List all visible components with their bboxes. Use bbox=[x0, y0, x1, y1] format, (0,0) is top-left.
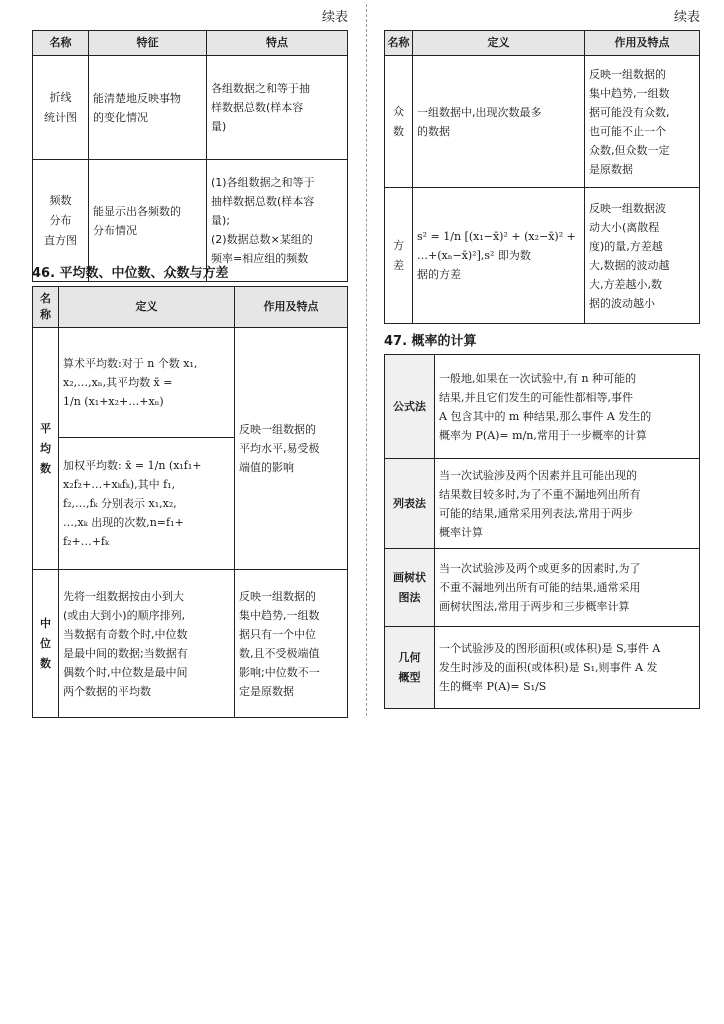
row-name-line-chart: 折线 统计图 bbox=[33, 56, 89, 160]
column-divider bbox=[366, 4, 367, 716]
table-header-row bbox=[385, 31, 700, 56]
row-feature: 能清楚地反映事物 的变化情况 bbox=[89, 56, 207, 160]
header-function: 作用及特点 bbox=[585, 31, 700, 56]
table-row bbox=[33, 570, 348, 718]
median-definition: 先将一组数据按由小到大 (或由大到小)的顺序排列, 当数据有奇数个时,中位数 是最中间的数据;当数据有 偶数个时,中位数是最中间 两个数据的平均数 bbox=[59, 570, 235, 718]
median-function: 反映一组数据的 集中趋势,一组数 据只有一个中位 数,且不受极端值 影响;中位数不一 定是原数据 bbox=[235, 570, 348, 718]
header-function: 作用及特点 bbox=[235, 287, 348, 328]
header-name: 名称 bbox=[385, 31, 413, 56]
row-name-tree-diagram: 画树状 图法 bbox=[385, 549, 435, 627]
tree-diagram-text: 当一次试验涉及两个或更多的因素时,为了 不重不漏地列出所有可能的结果,通常采用 画树状图法,常用于两步和三步概率计算 bbox=[435, 549, 700, 627]
mean-function: 反映一组数据的 平均水平,易受极 端值的影响 bbox=[235, 328, 348, 570]
header-definition: 定义 bbox=[59, 287, 235, 328]
table-row bbox=[33, 56, 348, 160]
table-header-row bbox=[33, 31, 348, 56]
row-feature: 能显示出各频数的 分布情况 bbox=[89, 160, 207, 282]
row-name-histogram: 频数 分布 直方图 bbox=[33, 160, 89, 282]
header-name: 名称 bbox=[33, 31, 89, 56]
table-row bbox=[385, 549, 700, 627]
averages-table bbox=[32, 286, 348, 718]
header-name: 名称 bbox=[33, 287, 59, 328]
chart-types-table bbox=[32, 30, 348, 282]
row-name-list-method: 列表法 bbox=[385, 459, 435, 549]
row-name-median: 中 位 数 bbox=[33, 570, 59, 718]
table-row bbox=[385, 627, 700, 709]
mode-variance-table bbox=[384, 30, 700, 324]
continued-label-right: 续表 bbox=[673, 10, 700, 25]
table-row bbox=[385, 56, 700, 188]
row-name-mean: 平 均 数 bbox=[33, 328, 59, 570]
variance-function: 反映一组数据波 动大小(离散程 度)的量,方差越 大,数据的波动越 大,方差越小,数 据的波动越小 bbox=[585, 188, 700, 324]
table-row bbox=[385, 355, 700, 459]
table-row bbox=[385, 459, 700, 549]
header-definition: 定义 bbox=[413, 31, 585, 56]
variance-definition: s² = 1/n [(x₁−x̄)² + (x₂−x̄)² + …+(xₙ−x̄)²],s² 即为数 据的方差 bbox=[413, 188, 585, 324]
table-row bbox=[33, 328, 348, 438]
row-point: 各组数据之和等于抽 样数据总数(样本容 量) bbox=[207, 56, 348, 160]
row-point: (1)各组数据之和等于 抽样数据总数(样本容 量); (2)数据总数×某组的 频率=相应组的频数 bbox=[207, 160, 348, 282]
row-name-geometric-model: 几何 概型 bbox=[385, 627, 435, 709]
row-name-mode: 众 数 bbox=[385, 56, 413, 188]
table-row bbox=[385, 188, 700, 324]
probability-table bbox=[384, 354, 700, 709]
formula-method-text: 一般地,如果在一次试验中,有 n 种可能的 结果,并且它们发生的可能性都相等,事件 A 包含其中的 m 种结果,那么事件 A 发生的 概率为 P(A)= m/n,常用于一步概率的计算 bbox=[435, 355, 700, 459]
geometric-model-text: 一个试验涉及的图形面积(或体积)是 S,事件 A 发生时涉及的面积(或体积)是 S₁,则事件 A 发 生的概率 P(A)= S₁/S bbox=[435, 627, 700, 709]
mode-definition: 一组数据中,出现次数最多 的数据 bbox=[413, 56, 585, 188]
section-title-46: 46. 平均数、中位数、众数与方差 bbox=[32, 266, 229, 281]
section-title-47: 47. 概率的计算 bbox=[384, 334, 477, 349]
continued-label-left: 续表 bbox=[321, 10, 348, 25]
table-header-row bbox=[33, 287, 348, 328]
row-name-formula-method: 公式法 bbox=[385, 355, 435, 459]
row-name-variance: 方 差 bbox=[385, 188, 413, 324]
mode-function: 反映一组数据的 集中趋势,一组数 据可能没有众数, 也可能不止一个 众数,但众数一定 是原数据 bbox=[585, 56, 700, 188]
header-feature: 特征 bbox=[89, 31, 207, 56]
list-method-text: 当一次试验涉及两个因素并且可能出现的 结果数目较多时,为了不重不漏地列出所有 可能的结果,通常采用列表法,常用于两步 概率计算 bbox=[435, 459, 700, 549]
header-point: 特点 bbox=[207, 31, 348, 56]
weighted-mean-definition: 加权平均数: x̄ = 1/n (x₁f₁+ x₂f₂+…+xₖfₖ),其中 f₁, f₂,…,fₖ 分别表示 x₁,x₂, …,xₖ 出现的次数,n=f₁+ f₂+…+fₖ bbox=[59, 438, 235, 570]
arithmetic-mean-definition: 算术平均数:对于 n 个数 x₁, x₂,…,xₙ,其平均数 x̄ = 1/n (x₁+x₂+…+xₙ) bbox=[59, 328, 235, 438]
